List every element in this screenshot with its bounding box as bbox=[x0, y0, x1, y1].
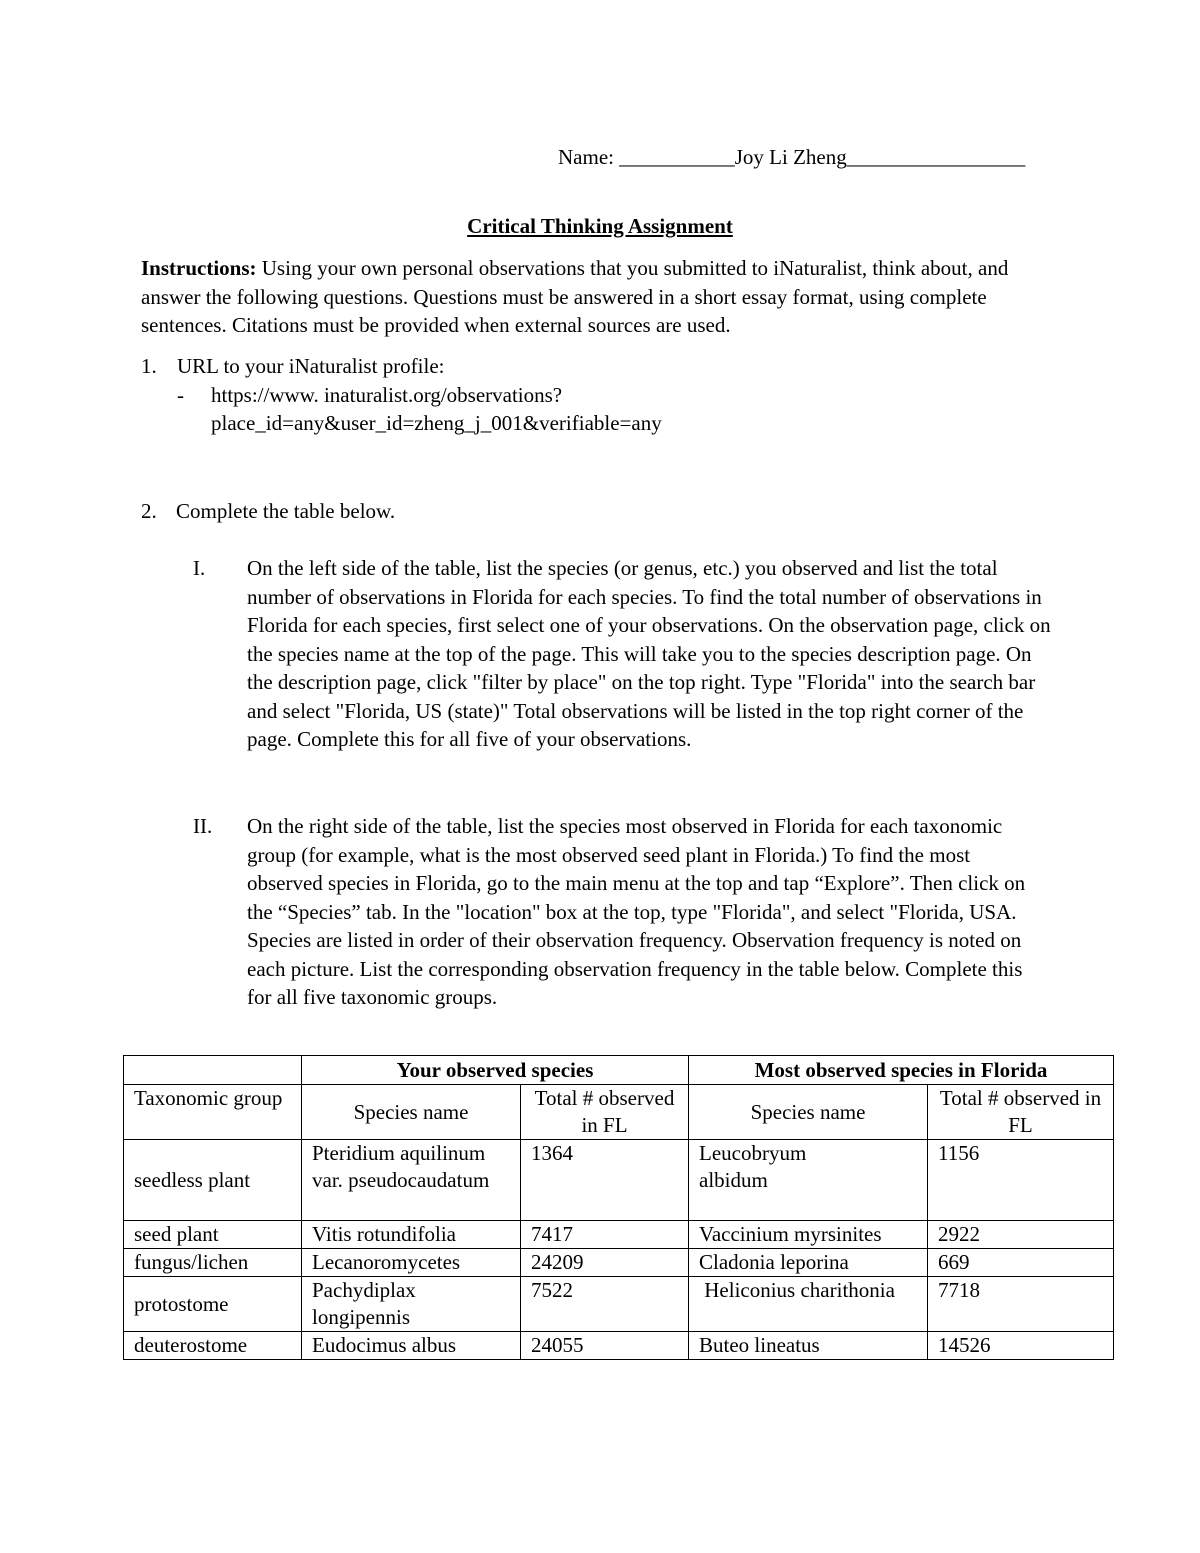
part-2-number: II. bbox=[193, 814, 213, 838]
table-column-header-row bbox=[124, 1085, 1114, 1140]
col-header-species-name: Species name bbox=[302, 1085, 521, 1140]
col-header-total-observed: Total # observed in FL bbox=[521, 1085, 689, 1140]
your-total-cell: 24209 bbox=[521, 1249, 689, 1277]
taxonomic-group-cell: deuterostome bbox=[124, 1332, 302, 1360]
top-total-cell: 2922 bbox=[928, 1221, 1114, 1249]
your-species-cell: Eudocimus albus bbox=[302, 1332, 521, 1360]
question-1-number: 1. bbox=[141, 354, 157, 378]
part-2 bbox=[141, 812, 1051, 1012]
table-row bbox=[124, 1249, 1114, 1277]
your-observed-species-header: Your observed species bbox=[302, 1056, 689, 1085]
your-total-cell: 24055 bbox=[521, 1332, 689, 1360]
name-blank-after: _________________ bbox=[846, 145, 1026, 169]
table-row bbox=[124, 1140, 1114, 1221]
top-species-cell bbox=[689, 1140, 928, 1221]
taxonomic-group-cell: seedless plant bbox=[124, 1140, 302, 1221]
your-total-cell: 7417 bbox=[521, 1221, 689, 1249]
name-blank-before: ___________ bbox=[619, 145, 735, 169]
table-group-header-row bbox=[124, 1056, 1114, 1085]
name-label: Name: bbox=[558, 145, 614, 169]
question-2-number: 2. bbox=[141, 499, 157, 523]
profile-url-item bbox=[177, 381, 1071, 438]
part-1 bbox=[141, 554, 1051, 754]
top-total-cell: 669 bbox=[928, 1249, 1114, 1277]
question-1-text: URL to your iNaturalist profile: bbox=[177, 354, 445, 378]
col-header-total-observed-florida: Total # observed in FL bbox=[928, 1085, 1114, 1140]
profile-url-line-1: https://www. inaturalist.org/observations? bbox=[211, 382, 563, 407]
top-species-cell: Cladonia leporina bbox=[689, 1249, 928, 1277]
instructions-text: Using your own personal observations that you submitted to iNaturalist, think about, and answer the following questions. Questions must be answered in a short essay format, using complete sentences. Citations must be provided when external sources are used. bbox=[141, 256, 1009, 337]
your-species-cell: Pteridium aquilinum var. pseudocaudatum bbox=[302, 1140, 521, 1221]
your-species-cell: Vitis rotundifolia bbox=[302, 1221, 521, 1249]
table-row bbox=[124, 1277, 1114, 1332]
part-1-text: On the left side of the table, list the species (or genus, etc.) you observed and list the total number of observations in Florida for each species. To find the total number of observations in Florida for each species, first select one of your observations. On the observation page, click on the species name at the top of the page. This will take you to the species description page. On the description page, click "filter by place" on the top right. Type "Florida" into the search bar and select "Florida, US (state)" Total observations will be listed in the top right corner of the page. Complete this for all five of your observations. bbox=[247, 556, 1051, 751]
table-empty-corner bbox=[124, 1056, 302, 1085]
instructions-label: Instructions: bbox=[141, 256, 257, 280]
document-title: Critical Thinking Assignment bbox=[467, 214, 733, 238]
name-value: Joy Li Zheng bbox=[734, 145, 847, 169]
taxonomic-group-cell: protostome bbox=[124, 1277, 302, 1332]
your-total-cell: 1364 bbox=[521, 1140, 689, 1221]
taxonomic-group-cell: seed plant bbox=[124, 1221, 302, 1249]
top-total-cell: 14526 bbox=[928, 1332, 1114, 1360]
name-line bbox=[558, 143, 1025, 172]
table-row bbox=[124, 1332, 1114, 1360]
your-species-cell: Lecanoromycetes bbox=[302, 1249, 521, 1277]
taxonomic-group-cell: fungus/lichen bbox=[124, 1249, 302, 1277]
table-row bbox=[124, 1221, 1114, 1249]
instructions-paragraph bbox=[141, 254, 1071, 340]
dash-bullet: - bbox=[177, 382, 184, 407]
your-species-text: Pachydiplax longipennis bbox=[312, 1278, 416, 1329]
col-header-taxonomic-group: Taxonomic group bbox=[124, 1085, 302, 1140]
question-1 bbox=[141, 352, 1071, 438]
top-species-text: Leucobryum albidum bbox=[699, 1141, 807, 1192]
top-total-cell: 7718 bbox=[928, 1277, 1114, 1332]
question-2 bbox=[141, 497, 395, 526]
top-species-cell: Heliconius charithonia bbox=[689, 1277, 928, 1332]
part-1-number: I. bbox=[193, 556, 206, 580]
top-species-cell: Buteo lineatus bbox=[689, 1332, 928, 1360]
your-total-cell: 7522 bbox=[521, 1277, 689, 1332]
part-2-text: On the right side of the table, list the species most observed in Florida for each taxonomic group (for example, what is the most observed seed plant in Florida.) To find the most observed species in Florida, go to the main menu at the top and tap “Explore”. Then click on the “Species” tab. In the "location" box at the top, type "Florida", and select "Florida, USA. Species are listed in order of their observation frequency. Observation frequency is noted on each picture. List the corresponding observation frequency in the table below. Complete this for all five taxonomic groups. bbox=[247, 814, 1026, 1009]
top-species-cell: Vaccinium myrsinites bbox=[689, 1221, 928, 1249]
most-observed-species-header: Most observed species in Florida bbox=[689, 1056, 1114, 1085]
question-2-text: Complete the table below. bbox=[176, 499, 396, 523]
col-header-species-name-florida: Species name bbox=[689, 1085, 928, 1140]
profile-url-line-2: place_id=any&user_id=zheng_j_001&verifiable=any bbox=[211, 411, 662, 435]
top-total-cell: 1156 bbox=[928, 1140, 1114, 1221]
observations-table bbox=[123, 1055, 1114, 1360]
your-species-cell bbox=[302, 1277, 521, 1332]
